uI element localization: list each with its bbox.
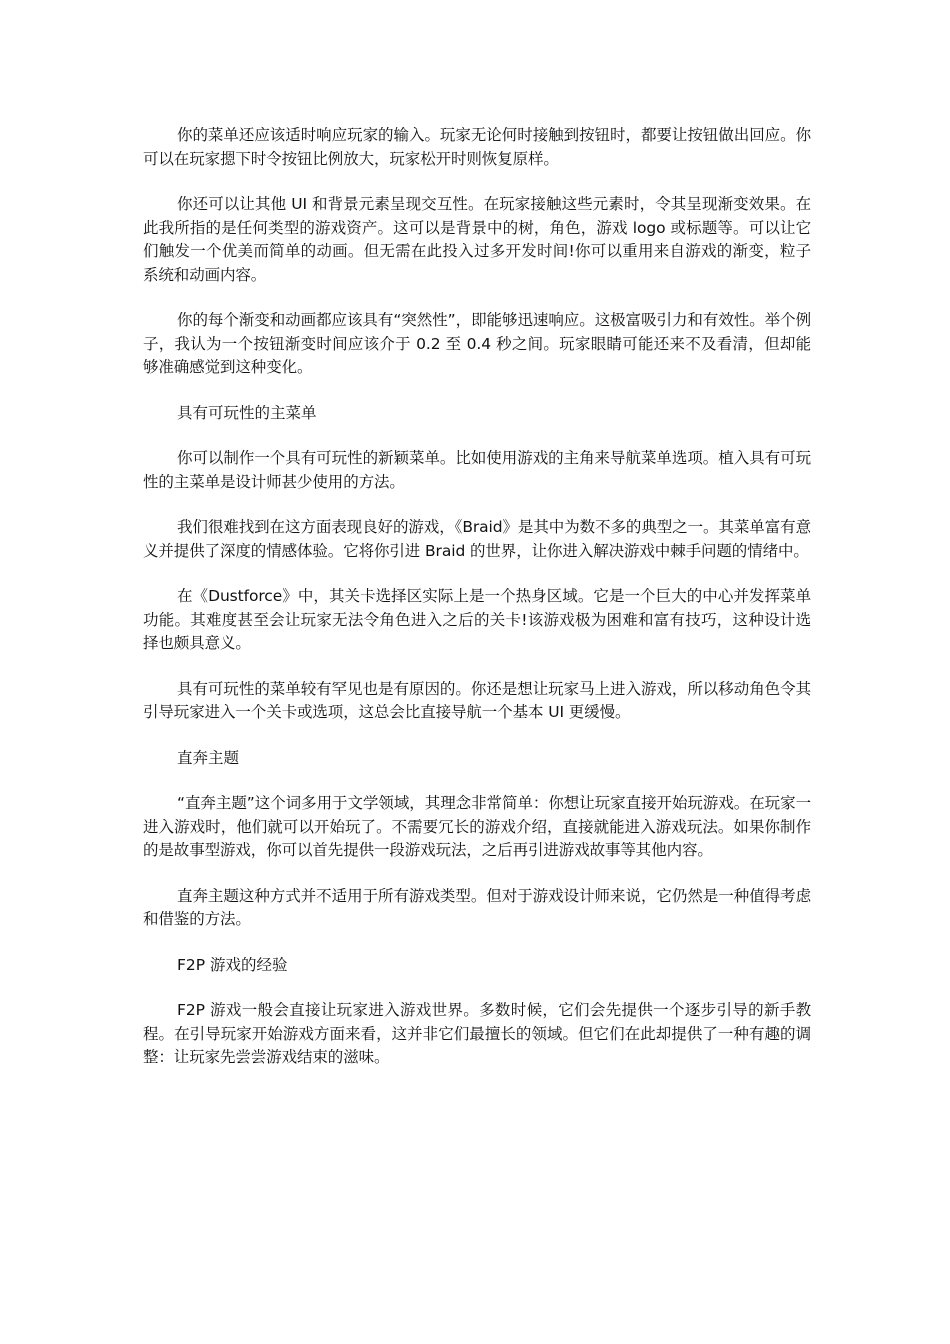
document-body xyxy=(143,124,811,1092)
paragraph: 你还可以让其他 UI 和背景元素呈现交互性。在玩家接触这些元素时，令其呈现渐变效果。在此我所指的是任何类型的游戏资产。这可以是背景中的树，角色，游戏 logo 或标题等。可以让它们触发一个优美而简单的动画。但无需在此投入过多开发时间!你可以重用来自游戏的渐变，粒子系统和动画内容。 xyxy=(143,195,811,284)
section-heading: F2P 游戏的经验 xyxy=(177,955,288,974)
section-heading: 具有可玩性的主菜单 xyxy=(177,403,317,422)
paragraph: 具有可玩性的菜单较有罕见也是有原因的。你还是想让玩家马上进入游戏，所以移动角色令其引导玩家进入一个关卡或选项，这总会比直接导航一个基本 UI 更缓慢。 xyxy=(143,679,811,721)
paragraph: 你可以制作一个具有可玩性的新颖菜单。比如使用游戏的主角来导航菜单选项。植入具有可玩性的主菜单是设计师甚少使用的方法。 xyxy=(143,449,811,491)
paragraph: F2P 游戏一般会直接让玩家进入游戏世界。多数时候，它们会先提供一个逐步引导的新手教程。在引导玩家开始游戏方面来看，这并非它们最擅长的领域。但它们在此却提供了一种有趣的调整：让玩家先尝尝游戏结束的滋味。 xyxy=(143,1001,811,1066)
paragraph: 直奔主题这种方式并不适用于所有游戏类型。但对于游戏设计师来说，它仍然是一种值得考虑和借鉴的方法。 xyxy=(143,886,811,928)
paragraph: 我们很难找到在这方面表现良好的游戏，《Braid》是其中为数不多的典型之一。其菜单富有意义并提供了深度的情感体验。它将你引进 Braid 的世界，让你进入解决游戏中棘手问题的情绪中。 xyxy=(143,518,811,560)
paragraph: 你的每个渐变和动画都应该具有“突然性”，即能够迅速响应。这极富吸引力和有效性。举个例子，我认为一个按钮渐变时间应该介于 0.2 至 0.4 秒之间。玩家眼睛可能还来不及看清，但却能够准确感觉到这种变化。 xyxy=(143,311,811,376)
section-heading: 直奔主题 xyxy=(177,748,240,767)
paragraph: 在《Dustforce》中，其关卡选择区实际上是一个热身区域。它是一个巨大的中心并发挥菜单功能。其难度甚至会让玩家无法令角色进入之后的关卡!该游戏极为困难和富有技巧，这种设计选择也颇具意义。 xyxy=(143,587,811,652)
paragraph: 你的菜单还应该适时响应玩家的输入。玩家无论何时接触到按钮时，都要让按钮做出回应。你可以在玩家摁下时令按钮比例放大，玩家松开时则恢复原样。 xyxy=(143,126,811,168)
paragraph: “直奔主题”这个词多用于文学领域，其理念非常简单：你想让玩家直接开始玩游戏。在玩家一进入游戏时，他们就可以开始玩了。不需要冗长的游戏介绍，直接就能进入游戏玩法。如果你制作的是故事型游戏，你可以首先提供一段游戏玩法，之后再引进游戏故事等其他内容。 xyxy=(143,794,811,859)
